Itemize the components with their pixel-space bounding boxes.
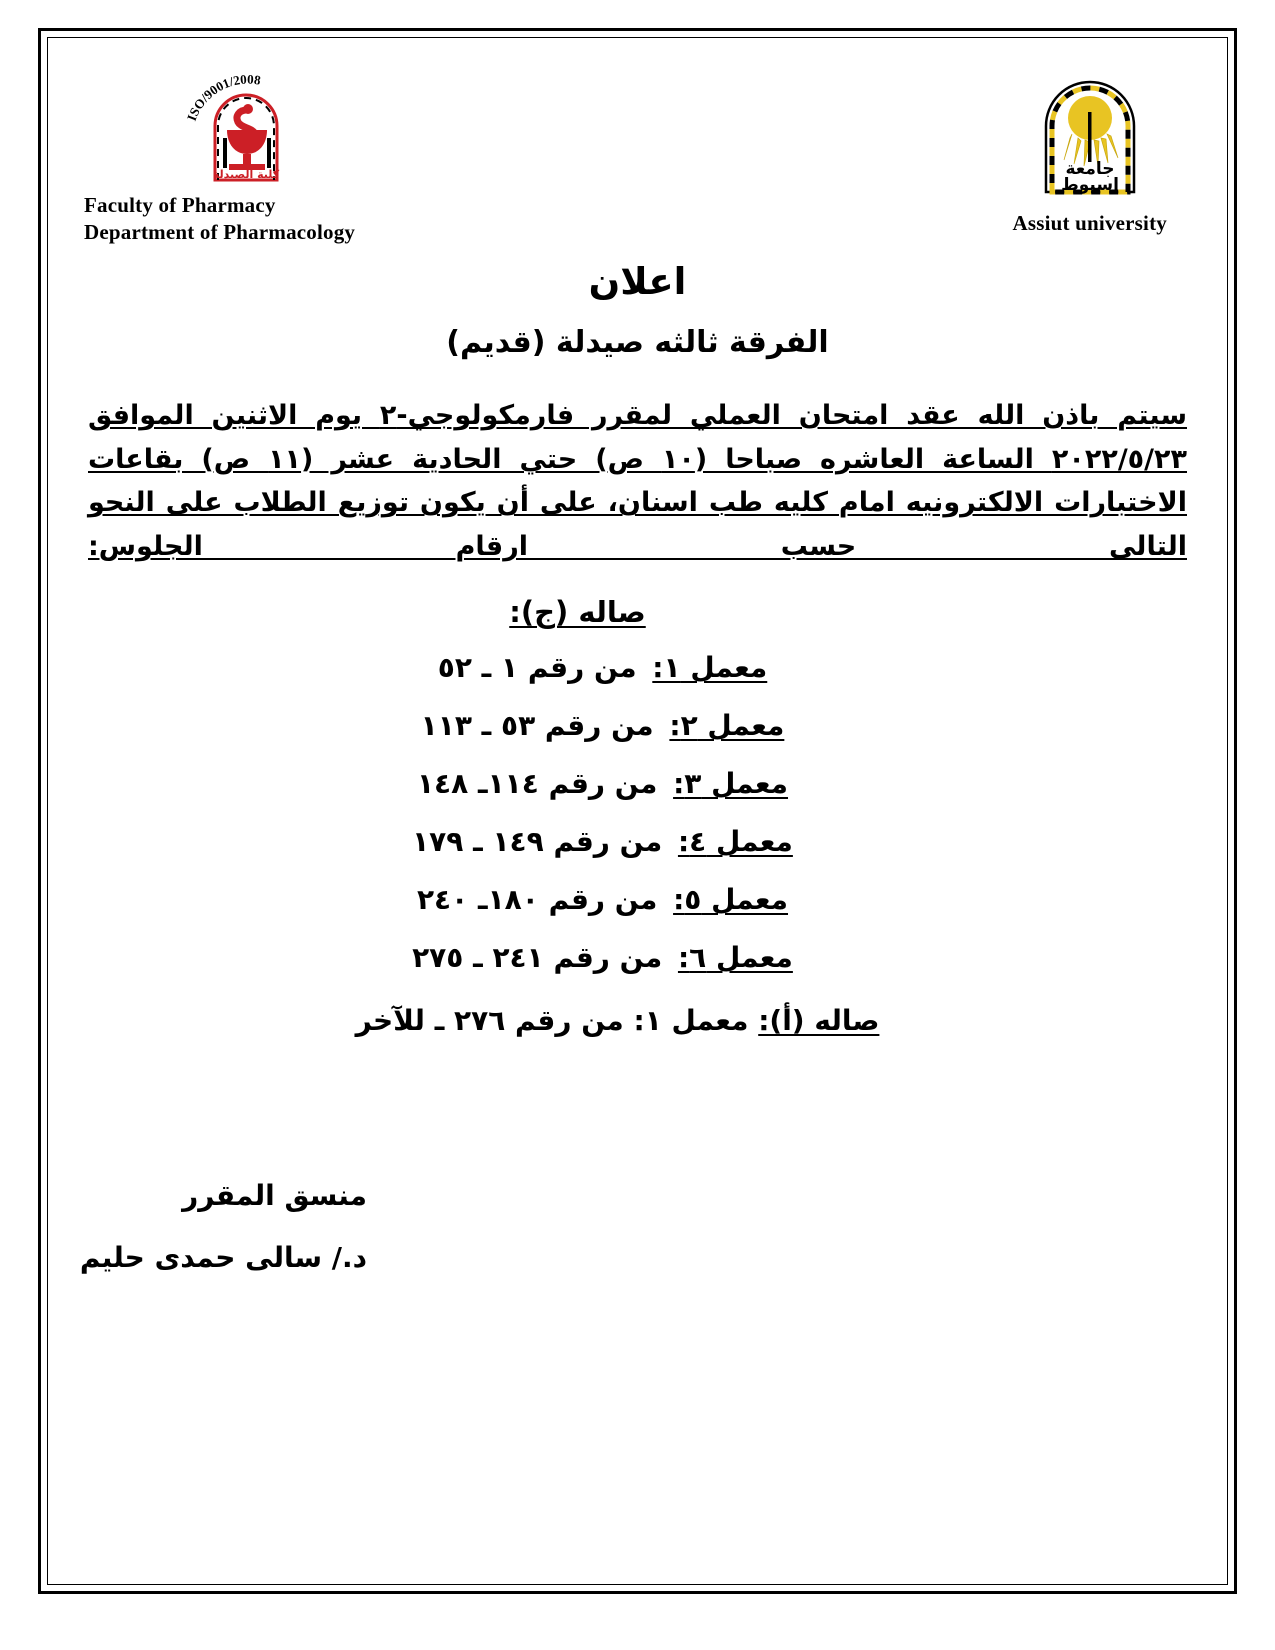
hall-j-title	[88, 595, 1187, 629]
lab-row	[88, 651, 1187, 684]
lab-range: من رقم ١١٤ـ ١٤٨	[416, 766, 658, 800]
page-border-outer	[38, 28, 1237, 1594]
lab-label: معمل ٥:	[673, 882, 789, 916]
lab-label: معمل ٣:	[673, 766, 789, 800]
lab-range: من رقم ١٤٩ ـ ١٧٩	[412, 824, 663, 858]
cohort-subtitle: الفرقة ثالثه صيدلة (قديم)	[446, 325, 829, 360]
department-name-line: Department of Pharmacology	[84, 220, 356, 245]
faculty-caption	[84, 192, 355, 247]
lab-label: معمل ١:	[652, 650, 768, 684]
lab-range: من رقم ١ ـ ٥٢	[437, 650, 637, 684]
lab-range: من رقم ٥٣ ـ ١١٣	[420, 708, 654, 742]
lab-label: معمل ٤:	[677, 824, 793, 858]
lab-row	[88, 709, 1187, 742]
lab-row	[88, 767, 1187, 800]
svg-text:ISO/9001/2008: ISO/9001/2008	[183, 71, 262, 123]
svg-text:كلية الصيدلة: كلية الصيدلة	[212, 168, 279, 181]
announcement-body-paragraph: سيتم باذن الله عقد امتحان العملي لمقرر فارمكولوجي-٢ يوم الاثنين الموافق ٢٠٢٢/٥/٢٣ الساعة العاشره صباحا (١٠ ص) حتي الحادية عشر (١١ ص) بقاعات الاختبارات الالكترونيه امام كليه طب اسنان، على أن يكون توزيع الطلاب على النحو التالى حسب ارقام الجلوس:	[88, 400, 1187, 563]
faculty-of-pharmacy-logo	[181, 68, 311, 188]
page-border-inner	[47, 37, 1228, 1585]
announcement-title: اعلان	[588, 260, 687, 303]
document-header	[84, 68, 1187, 278]
coordinator-name: د./ سالى حمدى حليم	[79, 1240, 367, 1274]
university-caption: Assiut university	[1012, 211, 1167, 235]
hall-a-lab-range: من رقم ٢٧٦ ـ للآخر	[355, 1003, 624, 1037]
hall-j-title-text: صاله (ج):	[509, 594, 646, 629]
hall-j-block	[88, 595, 1187, 1037]
lab-row	[88, 883, 1187, 916]
lab-range: من رقم ١٨٠ـ ٢٤٠	[416, 882, 658, 916]
hall-a-label: صاله (أ):	[758, 1003, 880, 1037]
svg-text:اسيوط: اسيوط	[1060, 175, 1119, 195]
assiut-university-logo	[1030, 68, 1150, 200]
lab-label: معمل ٦:	[677, 940, 793, 974]
lab-row	[88, 825, 1187, 858]
lab-range: من رقم ٢٤١ ـ ٢٧٥	[412, 940, 663, 974]
hall-a-row	[88, 1004, 1187, 1037]
signature-block	[79, 1165, 1187, 1288]
svg-text:جامعة: جامعة	[1065, 159, 1115, 179]
lab-row	[88, 941, 1187, 974]
coordinator-role: منسق المقرر	[182, 1178, 367, 1212]
faculty-header-group	[84, 68, 356, 247]
hall-a-lab-label: معمل ١:	[633, 1003, 749, 1037]
lab-label: معمل ٢:	[669, 708, 785, 742]
university-header-group	[1012, 68, 1167, 237]
faculty-name-line: Faculty of Pharmacy	[84, 193, 276, 217]
